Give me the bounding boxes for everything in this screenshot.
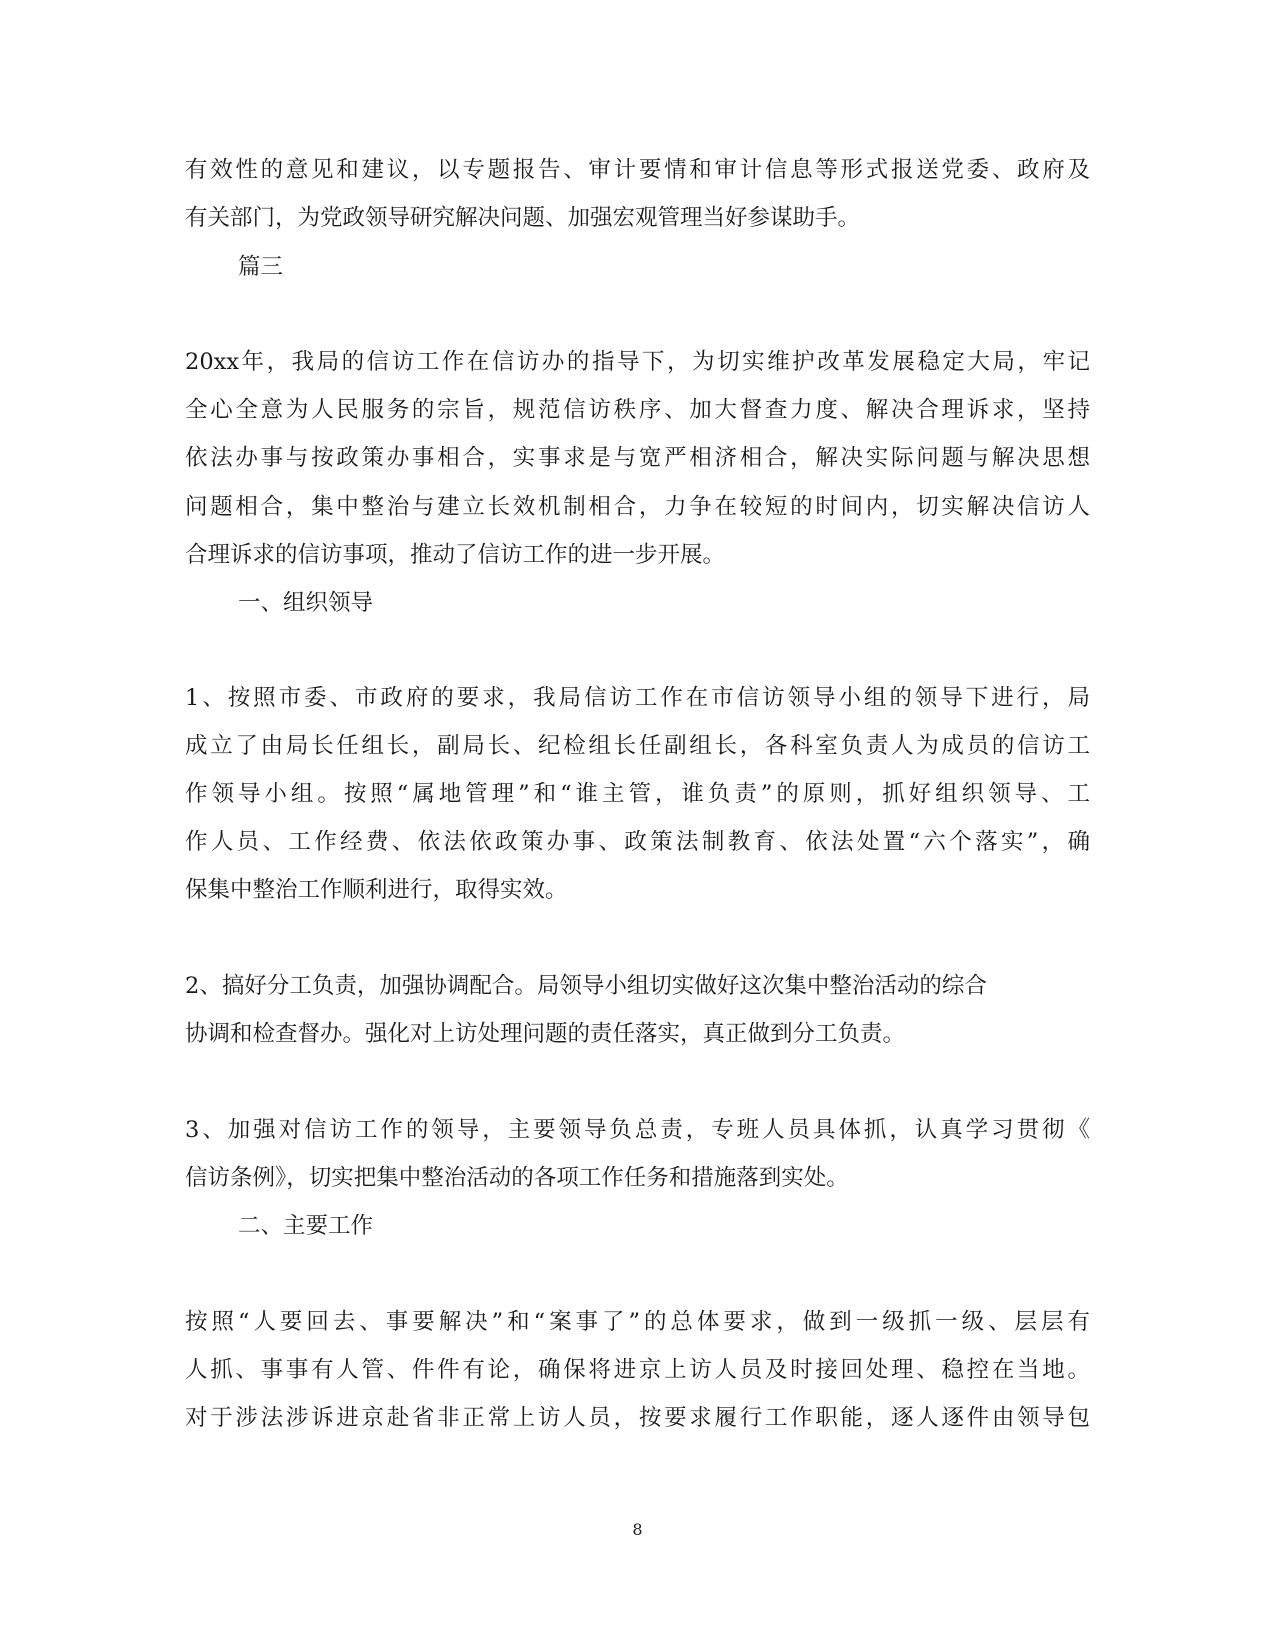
text-line: 依法办事与按政策办事相合，实事求是与宽严相济相合，解决实际问题与解决思想 [185,445,1090,471]
text-line: 有关部门，为党政领导研究解决问题、加强宏观管理当好参谋助手。 [185,205,861,231]
text-line: 合理诉求的信访事项，推动了信访工作的进一步开展。 [185,542,726,568]
text-line: 有效性的意见和建议，以专题报告、审计要情和审计信息等形式报送党委、政府及 [185,157,1090,183]
section-heading: 一、组织领导 [238,590,374,616]
text-line: 作领导小组。按照“属地管理”和“谁主管，谁负责”的原则，抓好组织领导、工 [185,781,1090,807]
text-line: 人抓、事事有人管、件件有论，确保将进京上访人员及时接回处理、稳控在当地。 [185,1357,1090,1383]
page-number: 8 [632,1520,643,1539]
text-line: 保集中整治工作顺利进行，取得实效。 [185,877,568,903]
text-line: 作人员、工作经费、依法依政策办事、政策法制教育、依法处置“六个落实”，确 [185,829,1090,855]
text-line: 问题相合，集中整治与建立长效机制相合，力争在较短的时间内，切实解决信访人 [185,494,1090,520]
text-line: 全心全意为人民服务的宗旨，规范信访秩序、加大督查力度、解决合理诉求，坚持 [185,397,1090,423]
section-heading: 篇三 [238,254,284,280]
text-line: 3、加强对信访工作的领导，主要领导负总责，专班人员具体抓，认真学习贯彻《 [185,1117,1090,1143]
text-line: 1、按照市委、市政府的要求，我局信访工作在市信访领导小组的领导下进行，局 [185,685,1090,711]
text-line: 成立了由局长任组长，副局长、纪检组长任副组长，各科室负责人为成员的信访工 [185,733,1090,759]
section-heading: 二、主要工作 [238,1213,374,1239]
text-line: 2、搞好分工负责，加强协调配合。局领导小组切实做好这次集中整治活动的综合 [185,973,987,999]
text-line: 信访条例》，切实把集中整治活动的各项工作任务和措施落到实处。 [185,1165,849,1191]
text-line: 对于涉法涉诉进京赴省非正常上访人员，按要求履行工作职能，逐人逐件由领导包 [185,1405,1090,1431]
text-line: 协调和检查督办。强化对上访处理问题的责任落实，真正做到分工负责。 [185,1021,906,1047]
text-line: 20xx年，我局的信访工作在信访办的指导下，为切实维护改革发展稳定大局，牢记 [185,349,1090,375]
text-line: 按照“人要回去、事要解决”和“案事了”的总体要求，做到一级抓一级、层层有 [185,1309,1090,1335]
